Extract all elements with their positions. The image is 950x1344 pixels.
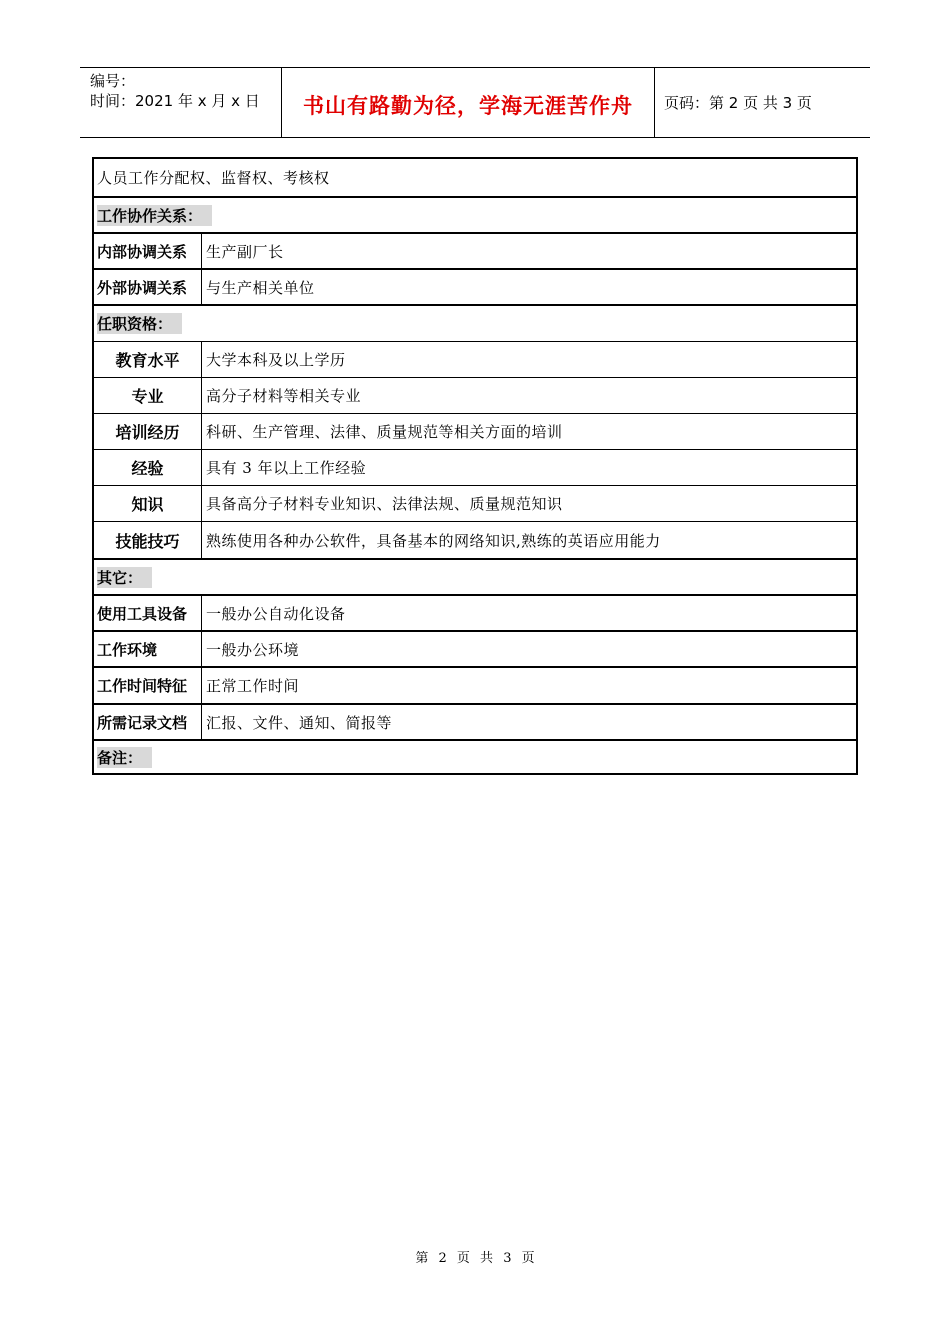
qualification-value: 科研、生产管理、法律、质量规范等相关方面的培训 <box>206 423 563 441</box>
table-row <box>94 377 856 413</box>
qualification-label: 教育水平 <box>94 342 202 377</box>
other-label: 使用工具设备 <box>94 596 202 630</box>
qualification-value: 具备高分子材料专业知识、法律法规、质量规范知识 <box>206 495 563 513</box>
other-value: 正常工作时间 <box>206 677 300 695</box>
internal-relation-value: 生产副厂长 <box>206 242 284 261</box>
table-row <box>94 341 856 377</box>
table-row <box>94 666 856 703</box>
header-meta <box>80 68 282 137</box>
section-title-collaboration: 工作协作关系： <box>97 205 212 226</box>
other-value: 一般办公自动化设备 <box>206 604 346 623</box>
qualification-label: 专业 <box>94 378 202 413</box>
external-relation-value: 与生产相关单位 <box>206 278 315 297</box>
table-row <box>94 485 856 521</box>
authority-text: 人员工作分配权、监督权、考核权 <box>97 169 330 187</box>
table-row <box>94 159 856 196</box>
qualification-value: 熟练使用各种办公软件，具备基本的网络知识,熟练的英语应用能力 <box>206 531 661 550</box>
table-row <box>94 449 856 485</box>
other-label: 工作环境 <box>94 632 202 666</box>
header-page-cell <box>655 68 870 137</box>
page-footer: 第 2 页 共 3 页 <box>415 1251 535 1266</box>
section-title-qualifications: 任职资格： <box>97 313 182 334</box>
internal-relation-label: 内部协调关系 <box>94 234 202 268</box>
table-row <box>94 232 856 268</box>
qualification-label: 技能技巧 <box>94 522 202 558</box>
doc-number-label: 编号： <box>90 72 136 90</box>
other-label: 所需记录文档 <box>94 705 202 739</box>
table-row <box>94 521 856 558</box>
section-row-other <box>94 558 856 594</box>
table-row <box>94 413 856 449</box>
section-title-other: 其它： <box>97 567 152 588</box>
qualification-value: 大学本科及以上学历 <box>206 351 346 369</box>
doc-date-label: 时间：2021 年 x 月 x 日 <box>90 92 260 110</box>
qualification-value: 具有 3 年以上工作经验 <box>206 459 367 477</box>
section-row-remark <box>94 739 856 773</box>
table-row <box>94 630 856 666</box>
section-row-collaboration <box>94 196 856 232</box>
header-motto-cell <box>282 68 655 137</box>
table-row <box>94 268 856 304</box>
section-title-remark: 备注： <box>97 747 152 768</box>
header-page-info: 页码：第 2 页 共 3 页 <box>664 94 812 112</box>
qualification-value: 高分子材料等相关专业 <box>206 387 362 405</box>
external-relation-label: 外部协调关系 <box>94 270 202 304</box>
job-description-table <box>92 157 858 775</box>
table-row <box>94 594 856 630</box>
other-value: 汇报、文件、通知、简报等 <box>206 713 393 732</box>
other-value: 一般办公环境 <box>206 640 300 659</box>
qualification-label: 培训经历 <box>94 414 202 449</box>
header-motto: 书山有路勤为径，学海无涯苦作舟 <box>303 93 633 118</box>
qualification-label: 经验 <box>94 450 202 485</box>
qualification-label: 知识 <box>94 486 202 521</box>
table-row <box>94 703 856 739</box>
section-row-qualifications <box>94 304 856 341</box>
page-header <box>80 67 870 138</box>
other-label: 工作时间特征 <box>94 668 202 703</box>
